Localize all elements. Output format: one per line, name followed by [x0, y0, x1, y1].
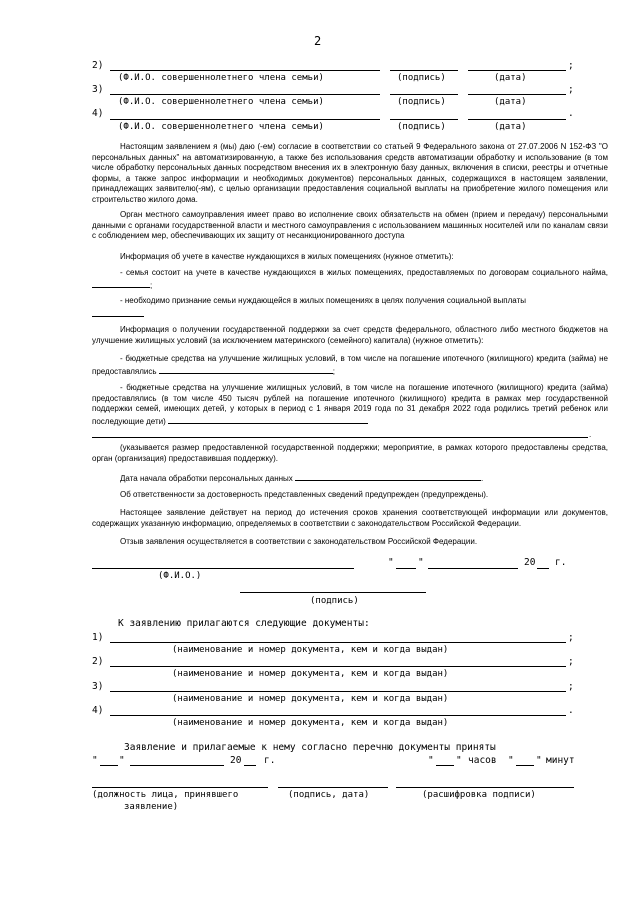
date-day-line — [396, 568, 416, 569]
applicant-name-line — [92, 568, 354, 569]
support-option-1-text: - бюджетные средства на улучшение жилищных условий, в том числе на погашение ипотечного (жилищного) кредита (займа) не предоставлялись — [92, 354, 608, 376]
registration-option-1-end: ; — [150, 280, 153, 290]
registration-option-1 — [92, 268, 608, 291]
support-heading: Информация о получении государственной поддержки за счет средств федерального, областного либо местного бюджетов на улучшение жилищных условий (за исключением материнского (семейного) капитала) (нужное отметить): — [92, 325, 608, 345]
support-option-1 — [92, 354, 608, 377]
date-line — [468, 119, 566, 120]
acceptance-quote-open: " — [92, 755, 98, 766]
registration-option-2-text: - необходимо признание семьи нуждающейся в жилых помещениях в целях получения социальной выплаты — [120, 296, 526, 305]
acceptance-minutes-label: минут — [546, 755, 575, 766]
transcript-caption: (расшифровка подписи) — [422, 790, 536, 800]
consent-paragraph: Настоящим заявлением я (мы) даю (-ем) согласие в соответствии со статьей 9 Федерального закона от 27.07.2006 N 152-ФЗ "О персональных данных" на автоматизированную, а также без использования средств автоматизации обработку и использование (в том числе обработку персональных данных посредством внесения их в электронную базу данных, включения в списки, реестры и отчетные формы, а также запрос информации и необходимых документов) персональных данных, содержащихся в настоящем заявлении, принадлежащих заявителю(-ям), с целью организации предоставления социальной выплаты на приобретение жилого помещения или строительство жилого дома. — [92, 142, 608, 204]
attachment-number: 1) — [92, 632, 104, 643]
attachment-caption: (наименование и номер документа, кем и когда выдан) — [172, 718, 449, 728]
transcript-line — [396, 787, 574, 788]
name-line — [110, 70, 380, 71]
signature-line — [390, 70, 458, 71]
acceptance-day-line — [100, 765, 118, 766]
applicant-signature-line — [240, 592, 426, 593]
support-option-2-blank — [168, 415, 368, 424]
attachment-line — [110, 642, 566, 643]
attachment-number: 3) — [92, 681, 104, 692]
acceptance-heading: Заявление и прилагаемые к нему согласно перечню документы приняты — [124, 742, 496, 753]
name-line — [110, 94, 380, 95]
row-number: 3) — [92, 84, 104, 95]
acceptance-hours-label: часов — [468, 755, 497, 766]
processing-start — [92, 472, 608, 485]
caption-date: (дата) — [494, 73, 527, 83]
signature-line — [390, 119, 458, 120]
position-line — [92, 787, 268, 788]
acceptance-hours-line — [436, 765, 454, 766]
attachment-end: ; — [568, 681, 574, 692]
signature-line — [390, 94, 458, 95]
row-end: ; — [568, 84, 574, 95]
acceptance-year-line — [244, 765, 256, 766]
row-end: ; — [568, 60, 574, 71]
date-month-line — [428, 568, 518, 569]
registration-option-1-blank — [92, 279, 153, 290]
processing-start-end: . — [481, 474, 484, 483]
attachment-caption: (наименование и номер документа, кем и когда выдан) — [172, 645, 449, 655]
processing-start-blank — [295, 472, 484, 483]
applicant-signature-caption: (подпись) — [310, 596, 359, 606]
caption-date: (дата) — [494, 97, 527, 107]
attachments-heading: К заявлению прилагаются следующие документы: — [118, 618, 370, 629]
acceptance-quote-close: " — [119, 755, 125, 766]
date-year-line — [537, 568, 549, 569]
applicant-name-caption: (Ф.И.О.) — [158, 571, 202, 581]
date-line — [468, 70, 566, 71]
attachment-line — [110, 691, 566, 692]
caption-signature: (подпись) — [397, 122, 446, 132]
registration-option-1-text: - семья состоит на учете в качестве нуждающихся в жилых помещениях, предоставляемых по договорам социального найма, — [120, 268, 608, 277]
authority-paragraph: Орган местного самоуправления имеет право во исполнение своих обязательств на обмен (прием и передачу) персональными данными с органами государственной власти и местного самоуправления с использованием машинных носителей или по каналам связи с соблюдением мер, обеспечивающих их защиту от несанкционированного доступа — [92, 210, 608, 240]
attachment-caption: (наименование и номер документа, кем и когда выдан) — [172, 669, 449, 679]
caption-name: (Ф.И.О. совершеннолетнего члена семьи) — [118, 97, 324, 107]
registration-option-2 — [92, 296, 608, 307]
date-year: 20 — [524, 557, 536, 568]
position-caption-1: (должность лица, принявшего — [92, 790, 239, 800]
name-line — [110, 119, 380, 120]
acceptance-min-quote-open: " — [508, 755, 514, 766]
attachment-number: 2) — [92, 656, 104, 667]
acceptance-year-suffix: г. — [264, 755, 276, 766]
responsibility-paragraph: Об ответственности за достоверность представленных сведений предупрежден (предупреждены). — [120, 490, 489, 499]
date-quote-open: " — [388, 557, 394, 568]
support-note: (указывается размер предоставленной государственной поддержки; мероприятие, в рамках которого предоставлены средства, орган (организация) предоставившая поддержку). — [92, 443, 608, 463]
processing-start-text: Дата начала обработки персональных данных — [120, 474, 296, 483]
attachment-line — [110, 715, 566, 716]
attachment-end: . — [568, 705, 574, 716]
date-quote-close: " — [418, 557, 424, 568]
caption-signature: (подпись) — [397, 97, 446, 107]
row-number: 4) — [92, 108, 104, 119]
sign-date-caption: (подпись, дата) — [288, 790, 370, 800]
acceptance-minutes-line — [516, 765, 534, 766]
caption-name: (Ф.И.О. совершеннолетнего члена семьи) — [118, 73, 324, 83]
support-option-1-blank — [159, 365, 336, 376]
date-year-suffix: г. — [555, 557, 567, 568]
row-number: 2) — [92, 60, 104, 71]
caption-signature: (подпись) — [397, 73, 446, 83]
attachment-end: ; — [568, 656, 574, 667]
date-line — [468, 94, 566, 95]
registration-heading: Информация об учете в качестве нуждающихся в жилых помещениях (нужное отметить): — [120, 252, 454, 261]
position-caption-2: заявление) — [124, 802, 179, 812]
support-option-2-text: - бюджетные средства на улучшение жилищных условий, в том числе на погашение ипотечного (жилищного) кредита (займа) предоставлялись (в том числе 450 тысяч рублей на погашение ипотечного (жилищного) кредита в рамках мер государственной поддержки семей, имеющих детей, у которых в период с 1 января 2019 года по 31 декабря 2022 года родились третий ребенок или последующие дети) — [92, 383, 608, 426]
attachment-line — [110, 666, 566, 667]
row-end: . — [568, 108, 574, 119]
page-number: 2 — [314, 34, 322, 48]
acceptance-year: 20 — [230, 755, 242, 766]
acceptance-time-quote-open: " — [428, 755, 434, 766]
withdrawal-paragraph: Отзыв заявления осуществляется в соответствии с законодательством Российской Федерации. — [120, 537, 478, 546]
support-option-2 — [92, 383, 608, 427]
acceptance-time-quote-close: " — [456, 755, 462, 766]
support-detail-line — [92, 437, 588, 438]
registration-option-2-blank — [92, 316, 144, 317]
attachment-caption: (наименование и номер документа, кем и когда выдан) — [172, 694, 449, 704]
sign-date-line — [278, 787, 388, 788]
acceptance-month-line — [130, 765, 224, 766]
acceptance-min-quote-close: " — [536, 755, 542, 766]
validity-paragraph: Настоящее заявление действует на период до истечения сроков хранения соответствующей информации или документов, содержащих указанную информацию, определяемых в соответствии с законодательством Российской Федерации. — [92, 508, 608, 528]
support-option-1-end: ; — [332, 366, 336, 376]
caption-name: (Ф.И.О. совершеннолетнего члена семьи) — [118, 122, 324, 132]
attachment-number: 4) — [92, 705, 104, 716]
caption-date: (дата) — [494, 122, 527, 132]
support-detail-line-end: . — [589, 430, 592, 439]
attachment-end: ; — [568, 632, 574, 643]
